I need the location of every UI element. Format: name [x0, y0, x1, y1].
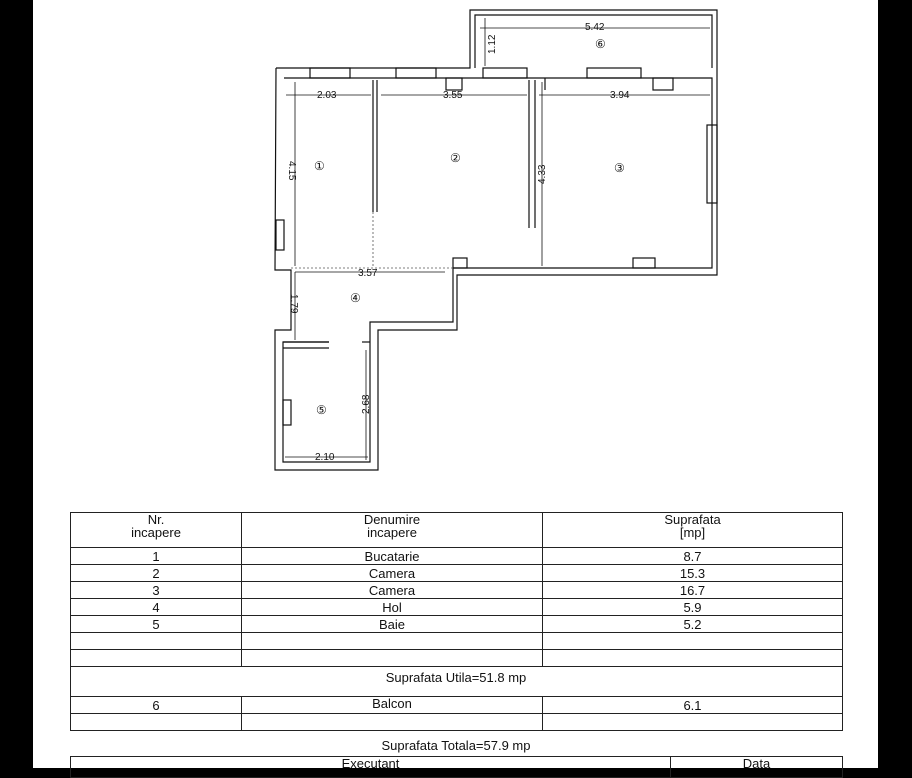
cell-nr: 6: [71, 697, 242, 714]
room-number-5: ⑤: [316, 403, 327, 417]
cell-name: Camera: [242, 582, 543, 599]
empty-row: [71, 633, 843, 650]
inner-wall-outline: [283, 78, 712, 462]
cell-area: 5.9: [543, 599, 843, 616]
dim-bath-depth: 2.68: [361, 394, 372, 414]
dim-hall-width: 3.57: [358, 268, 378, 279]
empty-row: [71, 714, 843, 731]
dim-balcony-depth: 1.12: [487, 34, 498, 54]
table-row: [71, 548, 843, 565]
cell-nr: 1: [71, 548, 242, 565]
window-room2-b: [483, 68, 527, 78]
table-row: [71, 616, 843, 633]
table-row: [71, 582, 843, 599]
cell-name: Camera: [242, 565, 543, 582]
cell-nr: 3: [71, 582, 242, 599]
header-nr-text: Nr. incapere: [131, 512, 181, 540]
dim-room3-width: 3.94: [610, 90, 630, 101]
dim-kitchen-depth: 4.15: [286, 161, 297, 181]
balcony-row: [71, 697, 843, 714]
room-number-6: ⑥: [595, 37, 606, 51]
rooms-table: [70, 512, 843, 731]
cell-name: Baie: [242, 616, 543, 633]
room-number-2: ②: [450, 151, 461, 165]
cell-nr: 5: [71, 616, 242, 633]
date-label: Data: [671, 757, 843, 778]
floor-plan: [33, 0, 878, 500]
dim-kitchen-width: 2.03: [317, 90, 337, 101]
window-room3: [587, 68, 641, 78]
cell-name: Hol: [242, 599, 543, 616]
room-number-4: ④: [350, 291, 361, 305]
table-header-row: [71, 513, 843, 548]
cell-nr: 2: [71, 565, 242, 582]
usable-area-total: Suprafata Utila=51.8 mp: [385, 670, 527, 685]
cell-area: 15.3: [543, 565, 843, 582]
room-number-1: ①: [314, 159, 325, 173]
outer-wall-outline: [275, 10, 717, 470]
cell-area: 5.2: [543, 616, 843, 633]
cell-area: 6.1: [543, 697, 843, 714]
signature-table: [70, 756, 843, 778]
header-name: [242, 513, 543, 548]
cell-name: Bucatarie: [242, 548, 543, 565]
header-nr: [71, 513, 242, 548]
header-area: [543, 513, 843, 548]
dim-bath-width: 2.10: [315, 452, 335, 463]
cell-area: 16.7: [543, 582, 843, 599]
cell-area: 8.7: [543, 548, 843, 565]
total-area: Suprafata Totala=57.9 mp: [381, 738, 531, 753]
header-area-text: Suprafata [mp]: [664, 512, 721, 540]
table-row: [71, 599, 843, 616]
dim-room2-width: 3.55: [443, 90, 463, 101]
cell-nr: 4: [71, 599, 242, 616]
dim-balcony-width: 5.42: [585, 22, 605, 33]
cell-name: Balcon: [242, 697, 543, 714]
dim-room3-depth: 4.33: [537, 164, 548, 184]
document-sheet: [33, 0, 878, 771]
executant-label: Executant: [71, 757, 671, 778]
dim-hall-depth: 1.79: [288, 294, 299, 314]
window-kitchen: [310, 68, 350, 78]
room-number-3: ③: [614, 161, 625, 175]
header-name-text: Denumire incapere: [363, 512, 421, 540]
empty-row: [71, 650, 843, 667]
window-room2-a: [396, 68, 436, 78]
table-row: [71, 565, 843, 582]
